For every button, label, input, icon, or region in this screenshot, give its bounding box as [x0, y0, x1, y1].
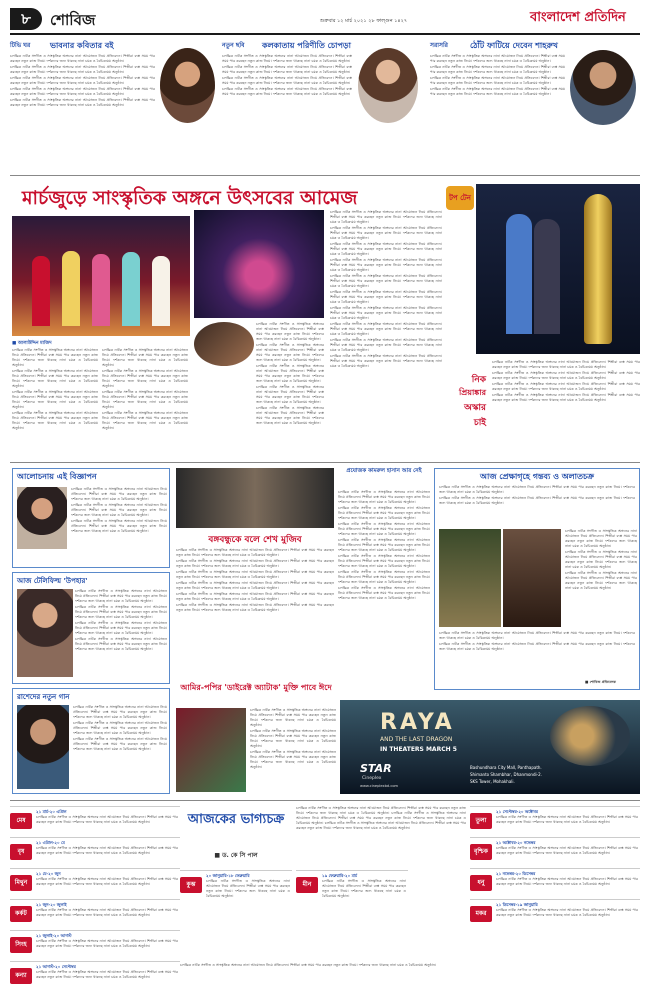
top-story-1	[10, 40, 215, 170]
kamrul-title: প্রযোজক কামরুল হাসান আর নেই	[346, 468, 422, 474]
top-story-body: চলচ্চিত্র নাটক সংগীত ও সাংস্কৃতিক অঙ্গনের নানা আয়োজন নিয়ে প্রতিবেদন। শিল্পীরা ব্যস্ত সময় পার করছেন নতুন কাজ নিয়ে। দর্শকদের জন্য থাকছে নানা চমক ও বৈচিত্র্যময় অনুষ্ঠান। চলচ্চিত্র নাটক সংগীত ও সাংস্কৃতিক অঙ্গনের নানা আয়োজন নিয়ে প্রতিবেদন। শিল্পীরা ব্যস্ত সময় পার করছেন নতুন কাজ নিয়ে। দর্শকদের জন্য থাকছে নানা চমক ও বৈচিত্র্যময় অনুষ্ঠান। চলচ্চিত্র নাটক সংগীত ও সাংস্কৃতিক অঙ্গনের নানা আয়োজন নিয়ে প্রতিবেদন। শিল্পীরা ব্যস্ত সময় পার করছেন নতুন কাজ নিয়ে। দর্শকদের জন্য থাকছে নানা চমক ও বৈচিত্র্যময় অনুষ্ঠান। চলচ্চিত্র নাটক সংগীত ও সাংস্কৃতিক অঙ্গনের নানা আয়োজন নিয়ে প্রতিবেদন। শিল্পীরা ব্যস্ত সময় পার করছেন নতুন কাজ নিয়ে। দর্শকদের জন্য থাকছে নানা চমক ও বৈচিত্র্যময় অনুষ্ঠান।	[430, 54, 565, 96]
horoscope-sign-box	[10, 899, 180, 928]
couple-figure	[506, 214, 532, 334]
horoscope-author: ■ ড. কে সি পাল	[214, 852, 258, 859]
divider	[10, 175, 640, 176]
top-story-photo	[358, 48, 418, 123]
horoscope-sign-range: ২১ মে-২০ জুন	[36, 871, 61, 876]
alo-photo	[17, 487, 67, 549]
top-story-title: কলকাতায় পরিণীতি চোপড়া	[262, 41, 351, 50]
oscar-body: চলচ্চিত্র নাটক সংগীত ও সাংস্কৃতিক অঙ্গনের নানা আয়োজন নিয়ে প্রতিবেদন। শিল্পীরা ব্যস্ত সময় পার করছেন নতুন কাজ নিয়ে। দর্শকদের জন্য থাকছে নানা চমক ও বৈচিত্র্যময় অনুষ্ঠান। চলচ্চিত্র নাটক সংগীত ও সাংস্কৃতিক অঙ্গনের নানা আয়োজন নিয়ে প্রতিবেদন। শিল্পীরা ব্যস্ত সময় পার করছেন নতুন কাজ নিয়ে। দর্শকদের জন্য থাকছে নানা চমক ও বৈচিত্র্যময় অনুষ্ঠান। চলচ্চিত্র নাটক সংগীত ও সাংস্কৃতিক অঙ্গনের নানা আয়োজন নিয়ে প্রতিবেদন। শিল্পীরা ব্যস্ত সময় পার করছেন নতুন কাজ নিয়ে। দর্শকদের জন্য থাকছে নানা চমক ও বৈচিত্র্যময় অনুষ্ঠান। চলচ্চিত্র নাটক সংগীত ও সাংস্কৃতিক অঙ্গনের নানা আয়োজন নিয়ে প্রতিবেদন। শিল্পীরা ব্যস্ত সময় পার করছেন নতুন কাজ নিয়ে। দর্শকদের জন্য থাকছে নানা চমক ও বৈচিত্র্যময় অনুষ্ঠান।	[492, 360, 640, 402]
lead-photo-singer	[194, 322, 254, 366]
issue-date: শুক্রবার ১২ মার্চ ২০২১ ২৮ ফাল্গুন ১৪২৭	[320, 18, 408, 24]
horoscope-title: আজকের ভাগ্যচক্র	[187, 812, 285, 827]
couple-figure	[534, 219, 560, 334]
kamrul-story	[338, 468, 430, 698]
horoscope-sign-name: মকর	[470, 906, 492, 922]
horoscope-sign-range: ২০ জানুয়ারি-১৮ ফেব্রুয়ারি	[206, 873, 250, 878]
masthead-logo: বাংলাদেশ প্রতিদিন	[530, 10, 626, 25]
star-cineplex-site: www.cineplexbd.com	[360, 784, 399, 788]
horoscope-sign-range: ২১ জুন-২০ জুলাই	[36, 902, 67, 907]
oscar-headline-line: চাই	[473, 418, 486, 428]
header-rule	[10, 33, 640, 35]
performer-figure	[32, 256, 50, 326]
top-story-photo	[570, 50, 636, 125]
amir-body: চলচ্চিত্র নাটক সংগীত ও সাংস্কৃতিক অঙ্গনের নানা আয়োজন নিয়ে প্রতিবেদন। শিল্পীরা ব্যস্ত সময় পার করছেন নতুন কাজ নিয়ে। দর্শকদের জন্য থাকছে নানা চমক ও বৈচিত্র্যময় অনুষ্ঠান। চলচ্চিত্র নাটক সংগীত ও সাংস্কৃতিক অঙ্গনের নানা আয়োজন নিয়ে প্রতিবেদন। শিল্পীরা ব্যস্ত সময় পার করছেন নতুন কাজ নিয়ে। দর্শকদের জন্য থাকছে নানা চমক ও বৈচিত্র্যময় অনুষ্ঠান। চলচ্চিত্র নাটক সংগীত ও সাংস্কৃতিক অঙ্গনের নানা আয়োজন নিয়ে প্রতিবেদন। শিল্পীরা ব্যস্ত সময় পার করছেন নতুন কাজ নিয়ে। দর্শকদের জন্য থাকছে নানা চমক ও বৈচিত্র্যময় অনুষ্ঠান।	[250, 708, 336, 769]
amir-title: আমির-পপির 'ডাইরেক্ট অ্যাটাক' মুক্তি পাবে ঈদে	[180, 683, 332, 692]
today-body: চলচ্চিত্র নাটক সংগীত ও সাংস্কৃতিক অঙ্গনের নানা আয়োজন নিয়ে প্রতিবেদন। শিল্পীরা ব্যস্ত সময় পার করছেন নতুন কাজ নিয়ে। দর্শকদের জন্য থাকছে নানা চমক ও বৈচিত্র্যময় অনুষ্ঠান। চলচ্চিত্র নাটক সংগীত ও সাংস্কৃতিক অঙ্গনের নানা আয়োজন নিয়ে প্রতিবেদন। শিল্পীরা ব্যস্ত সময় পার করছেন নতুন কাজ নিয়ে। দর্শকদের জন্য থাকছে নানা চমক ও বৈচিত্র্যময় অনুষ্ঠান।	[439, 485, 635, 505]
top-story-3	[430, 40, 640, 170]
horoscope-sign-name: তুলা	[470, 813, 492, 829]
top-story-title: ভাবনার কবিতার বই	[50, 41, 114, 50]
amir-story	[176, 682, 336, 794]
kamrul-body: চলচ্চিত্র নাটক সংগীত ও সাংস্কৃতিক অঙ্গনের নানা আয়োজন নিয়ে প্রতিবেদন। শিল্পীরা ব্যস্ত সময় পার করছেন নতুন কাজ নিয়ে। দর্শকদের জন্য থাকছে নানা চমক ও বৈচিত্র্যময় অনুষ্ঠান। চলচ্চিত্র নাটক সংগীত ও সাংস্কৃতিক অঙ্গনের নানা আয়োজন নিয়ে প্রতিবেদন। শিল্পীরা ব্যস্ত সময় পার করছেন নতুন কাজ নিয়ে। দর্শকদের জন্য থাকছে নানা চমক ও বৈচিত্র্যময় অনুষ্ঠান। চলচ্চিত্র নাটক সংগীত ও সাংস্কৃতিক অঙ্গনের নানা আয়োজন নিয়ে প্রতিবেদন। শিল্পীরা ব্যস্ত সময় পার করছেন নতুন কাজ নিয়ে। দর্শকদের জন্য থাকছে নানা চমক ও বৈচিত্র্যময় অনুষ্ঠান। চলচ্চিত্র নাটক সংগীত ও সাংস্কৃতিক অঙ্গনের নানা আয়োজন নিয়ে প্রতিবেদন। শিল্পীরা ব্যস্ত সময় পার করছেন নতুন কাজ নিয়ে। দর্শকদের জন্য থাকছে নানা চমক ও বৈচিত্র্যময় অনুষ্ঠান। চলচ্চিত্র নাটক সংগীত ও সাংস্কৃতিক অঙ্গনের নানা আয়োজন নিয়ে প্রতিবেদন। শিল্পীরা ব্যস্ত সময় পার করছেন নতুন কাজ নিয়ে। দর্শকদের জন্য থাকছে নানা চমক ও বৈচিত্র্যময় অনুষ্ঠান। চলচ্চিত্র নাটক সংগীত ও সাংস্কৃতিক অঙ্গনের নানা আয়োজন নিয়ে প্রতিবেদন। শিল্পীরা ব্যস্ত সময় পার করছেন নতুন কাজ নিয়ে। দর্শকদের জন্য থাকছে নানা চমক ও বৈচিত্র্যময় অনুষ্ঠান। চলচ্চিত্র নাটক সংগীত ও সাংস্কৃতিক অঙ্গনের নানা আয়োজন নিয়ে প্রতিবেদন। শিল্পীরা ব্যস্ত সময় পার করছেন নতুন কাজ নিয়ে। দর্শকদের জন্য থাকছে নানা চমক ও বৈচিত্র্যময় অনুষ্ঠান।	[338, 490, 430, 600]
lead-body-col2: চলচ্চিত্র নাটক সংগীত ও সাংস্কৃতিক অঙ্গনের নানা আয়োজন নিয়ে প্রতিবেদন। শিল্পীরা ব্যস্ত সময় পার করছেন নতুন কাজ নিয়ে। দর্শকদের জন্য থাকছে নানা চমক ও বৈচিত্র্যময় অনুষ্ঠান। চলচ্চিত্র নাটক সংগীত ও সাংস্কৃতিক অঙ্গনের নানা আয়োজন নিয়ে প্রতিবেদন। শিল্পীরা ব্যস্ত সময় পার করছেন নতুন কাজ নিয়ে। দর্শকদের জন্য থাকছে নানা চমক ও বৈচিত্র্যময় অনুষ্ঠান। চলচ্চিত্র নাটক সংগীত ও সাংস্কৃতিক অঙ্গনের নানা আয়োজন নিয়ে প্রতিবেদন। শিল্পীরা ব্যস্ত সময় পার করছেন নতুন কাজ নিয়ে। দর্শকদের জন্য থাকছে নানা চমক ও বৈচিত্র্যময় অনুষ্ঠান। চলচ্চিত্র নাটক সংগীত ও সাংস্কৃতিক অঙ্গনের নানা আয়োজন নিয়ে প্রতিবেদন। শিল্পীরা ব্যস্ত সময় পার করছেন নতুন কাজ নিয়ে। দর্শকদের জন্য থাকছে নানা চমক ও বৈচিত্র্যময় অনুষ্ঠান।	[102, 348, 188, 430]
today-credit: ■ শোবিজ প্রতিবেদক	[585, 680, 617, 684]
horoscope-sign-name: ধনু	[470, 875, 492, 891]
lead-byline: ■ আলাউদ্দিন মাজিদ	[12, 341, 52, 346]
horoscope-sign-box	[470, 868, 640, 897]
horoscope-sign-text: চলচ্চিত্র নাটক সংগীত ও সাংস্কৃতিক অঙ্গনের নানা আয়োজন নিয়ে প্রতিবেদন। শিল্পীরা ব্যস্ত সময় পার করছেন নতুন কাজ নিয়ে। দর্শকদের জন্য থাকছে নানা চমক ও বৈচিত্র্যময় অনুষ্ঠান।	[36, 815, 178, 824]
today-body-bottom: চলচ্চিত্র নাটক সংগীত ও সাংস্কৃতিক অঙ্গনের নানা আয়োজন নিয়ে প্রতিবেদন। শিল্পীরা ব্যস্ত সময় পার করছেন নতুন কাজ নিয়ে। দর্শকদের জন্য থাকছে নানা চমক ও বৈচিত্র্যময় অনুষ্ঠান। চলচ্চিত্র নাটক সংগীত ও সাংস্কৃতিক অঙ্গনের নানা আয়োজন নিয়ে প্রতিবেদন। শিল্পীরা ব্যস্ত সময় পার করছেন নতুন কাজ নিয়ে। দর্শকদের জন্য থাকছে নানা চমক ও বৈচিত্র্যময় অনুষ্ঠান।	[439, 631, 635, 651]
raya-title: RAYA	[380, 710, 455, 735]
horoscope-sign-box	[10, 961, 180, 984]
horoscope-sign-name: মেষ	[10, 813, 32, 829]
top-story-2	[222, 40, 422, 170]
mujib-title: বঙ্গবন্ধুকে বলে শেখ মুজিব	[208, 535, 302, 545]
dragon-figure	[550, 706, 630, 766]
horoscope-sign-text: চলচ্চিত্র নাটক সংগীত ও সাংস্কৃতিক অঙ্গনের নানা আয়োজন নিয়ে প্রতিবেদন। শিল্পীরা ব্যস্ত সময় পার করছেন নতুন কাজ নিয়ে। দর্শকদের জন্য থাকছে নানা চমক ও বৈচিত্র্যময় অনুষ্ঠান।	[36, 877, 178, 886]
lead-photo-stage	[12, 216, 190, 336]
rashed-title: রাশেদের নতুন গান	[17, 693, 70, 701]
horoscope-extra: চলচ্চিত্র নাটক সংগীত ও সাংস্কৃতিক অঙ্গনের নানা আয়োজন নিয়ে প্রতিবেদন। শিল্পীরা ব্যস্ত সময় পার করছেন নতুন কাজ নিয়ে। দর্শকদের জন্য থাকছে নানা চমক ও বৈচিত্র্যময় অনুষ্ঠান।	[180, 963, 437, 967]
mujib-photo	[176, 468, 334, 528]
rashed-story	[12, 688, 170, 794]
horoscope-sign-text: চলচ্চিত্র নাটক সংগীত ও সাংস্কৃতিক অঙ্গনের নানা আয়োজন নিয়ে প্রতিবেদন। শিল্পীরা ব্যস্ত সময় পার করছেন নতুন কাজ নিয়ে। দর্শকদের জন্য থাকছে নানা চমক ও বৈচিত্র্যময় অনুষ্ঠান।	[496, 815, 638, 824]
horoscope-sign-range: ২১ সেপ্টেম্বর-২০ অক্টোবর	[496, 809, 538, 814]
horoscope-sign-range: ২১ আগস্ট-২০ সেপ্টেম্বর	[36, 964, 76, 969]
top-story-body: চলচ্চিত্র নাটক সংগীত ও সাংস্কৃতিক অঙ্গনের নানা আয়োজন নিয়ে প্রতিবেদন। শিল্পীরা ব্যস্ত সময় পার করছেন নতুন কাজ নিয়ে। দর্শকদের জন্য থাকছে নানা চমক ও বৈচিত্র্যময় অনুষ্ঠান। চলচ্চিত্র নাটক সংগীত ও সাংস্কৃতিক অঙ্গনের নানা আয়োজন নিয়ে প্রতিবেদন। শিল্পীরা ব্যস্ত সময় পার করছেন নতুন কাজ নিয়ে। দর্শকদের জন্য থাকছে নানা চমক ও বৈচিত্র্যময় অনুষ্ঠান। চলচ্চিত্র নাটক সংগীত ও সাংস্কৃতিক অঙ্গনের নানা আয়োজন নিয়ে প্রতিবেদন। শিল্পীরা ব্যস্ত সময় পার করছেন নতুন কাজ নিয়ে। দর্শকদের জন্য থাকছে নানা চমক ও বৈচিত্র্যময় অনুষ্ঠান। চলচ্চিত্র নাটক সংগীত ও সাংস্কৃতিক অঙ্গনের নানা আয়োজন নিয়ে প্রতিবেদন। শিল্পীরা ব্যস্ত সময় পার করছেন নতুন কাজ নিয়ে। দর্শকদের জন্য থাকছে নানা চমক ও বৈচিত্র্যময় অনুষ্ঠান।	[222, 54, 352, 96]
horoscope-sign-text: চলচ্চিত্র নাটক সংগীত ও সাংস্কৃতিক অঙ্গনের নানা আয়োজন নিয়ে প্রতিবেদন। শিল্পীরা ব্যস্ত সময় পার করছেন নতুন কাজ নিয়ে। দর্শকদের জন্য থাকছে নানা চমক ও বৈচিত্র্যময় অনুষ্ঠান।	[36, 970, 178, 979]
horoscope-sign-range: ২১ অক্টোবর-২০ নভেম্বর	[496, 840, 536, 845]
ad-location: Shimanto Shambhar, Dhanmondi-2.	[470, 772, 542, 777]
oscar-photo	[476, 184, 640, 354]
tele-photo	[17, 589, 73, 677]
today-body-right: চলচ্চিত্র নাটক সংগীত ও সাংস্কৃতিক অঙ্গনের নানা আয়োজন নিয়ে প্রতিবেদন। শিল্পীরা ব্যস্ত সময় পার করছেন নতুন কাজ নিয়ে। দর্শকদের জন্য থাকছে নানা চমক ও বৈচিত্র্যময় অনুষ্ঠান। চলচ্চিত্র নাটক সংগীত ও সাংস্কৃতিক অঙ্গনের নানা আয়োজন নিয়ে প্রতিবেদন। শিল্পীরা ব্যস্ত সময় পার করছেন নতুন কাজ নিয়ে। দর্শকদের জন্য থাকছে নানা চমক ও বৈচিত্র্যময় অনুষ্ঠান। চলচ্চিত্র নাটক সংগীত ও সাংস্কৃতিক অঙ্গনের নানা আয়োজন নিয়ে প্রতিবেদন। শিল্পীরা ব্যস্ত সময় পার করছেন নতুন কাজ নিয়ে। দর্শকদের জন্য থাকছে নানা চমক ও বৈচিত্র্যময় অনুষ্ঠান।	[565, 529, 637, 590]
mujib-story	[176, 468, 334, 678]
horoscope-sign-name: কন্যা	[10, 968, 32, 984]
horoscope-sign-range: ২১ মার্চ-২০ এপ্রিল	[36, 809, 67, 814]
today-title: আজ প্রেক্ষাগৃহে গন্তব্য ও অলাতচক্র	[480, 472, 594, 481]
rashed-body: চলচ্চিত্র নাটক সংগীত ও সাংস্কৃতিক অঙ্গনের নানা আয়োজন নিয়ে প্রতিবেদন। শিল্পীরা ব্যস্ত সময় পার করছেন নতুন কাজ নিয়ে। দর্শকদের জন্য থাকছে নানা চমক ও বৈচিত্র্যময় অনুষ্ঠান। চলচ্চিত্র নাটক সংগীত ও সাংস্কৃতিক অঙ্গনের নানা আয়োজন নিয়ে প্রতিবেদন। শিল্পীরা ব্যস্ত সময় পার করছেন নতুন কাজ নিয়ে। দর্শকদের জন্য থাকছে নানা চমক ও বৈচিত্র্যময় অনুষ্ঠান। চলচ্চিত্র নাটক সংগীত ও সাংস্কৃতিক অঙ্গনের নানা আয়োজন নিয়ে প্রতিবেদন। শিল্পীরা ব্যস্ত সময় পার করছেন নতুন কাজ নিয়ে। দর্শকদের জন্য থাকছে নানা চমক ও বৈচিত্র্যময় অনুষ্ঠান।	[73, 705, 167, 751]
star-cineplex-sub: Cineplex	[362, 776, 382, 781]
top-story-tag: সরাসরি	[430, 42, 448, 49]
lead-body-col1: চলচ্চিত্র নাটক সংগীত ও সাংস্কৃতিক অঙ্গনের নানা আয়োজন নিয়ে প্রতিবেদন। শিল্পীরা ব্যস্ত সময় পার করছেন নতুন কাজ নিয়ে। দর্শকদের জন্য থাকছে নানা চমক ও বৈচিত্র্যময় অনুষ্ঠান। চলচ্চিত্র নাটক সংগীত ও সাংস্কৃতিক অঙ্গনের নানা আয়োজন নিয়ে প্রতিবেদন। শিল্পীরা ব্যস্ত সময় পার করছেন নতুন কাজ নিয়ে। দর্শকদের জন্য থাকছে নানা চমক ও বৈচিত্র্যময় অনুষ্ঠান। চলচ্চিত্র নাটক সংগীত ও সাংস্কৃতিক অঙ্গনের নানা আয়োজন নিয়ে প্রতিবেদন। শিল্পীরা ব্যস্ত সময় পার করছেন নতুন কাজ নিয়ে। দর্শকদের জন্য থাকছে নানা চমক ও বৈচিত্র্যময় অনুষ্ঠান। চলচ্চিত্র নাটক সংগীত ও সাংস্কৃতিক অঙ্গনের নানা আয়োজন নিয়ে প্রতিবেদন। শিল্পীরা ব্যস্ত সময় পার করছেন নতুন কাজ নিয়ে। দর্শকদের জন্য থাকছে নানা চমক ও বৈচিত্র্যময় অনুষ্ঠান।	[12, 348, 98, 430]
horoscope-sign-range: ১৯ ফেব্রুয়ারি-২০ মার্চ	[322, 873, 358, 878]
horoscope-sign-box	[180, 870, 292, 899]
lead-body-col4: চলচ্চিত্র নাটক সংগীত ও সাংস্কৃতিক অঙ্গনের নানা আয়োজন নিয়ে প্রতিবেদন। শিল্পীরা ব্যস্ত সময় পার করছেন নতুন কাজ নিয়ে। দর্শকদের জন্য থাকছে নানা চমক ও বৈচিত্র্যময় অনুষ্ঠান। চলচ্চিত্র নাটক সংগীত ও সাংস্কৃতিক অঙ্গনের নানা আয়োজন নিয়ে প্রতিবেদন। শিল্পীরা ব্যস্ত সময় পার করছেন নতুন কাজ নিয়ে। দর্শকদের জন্য থাকছে নানা চমক ও বৈচিত্র্যময় অনুষ্ঠান। চলচ্চিত্র নাটক সংগীত ও সাংস্কৃতিক অঙ্গনের নানা আয়োজন নিয়ে প্রতিবেদন। শিল্পীরা ব্যস্ত সময় পার করছেন নতুন কাজ নিয়ে। দর্শকদের জন্য থাকছে নানা চমক ও বৈচিত্র্যময় অনুষ্ঠান। চলচ্চিত্র নাটক সংগীত ও সাংস্কৃতিক অঙ্গনের নানা আয়োজন নিয়ে প্রতিবেদন। শিল্পীরা ব্যস্ত সময় পার করছেন নতুন কাজ নিয়ে। দর্শকদের জন্য থাকছে নানা চমক ও বৈচিত্র্যময় অনুষ্ঠান। চলচ্চিত্র নাটক সংগীত ও সাংস্কৃতিক অঙ্গনের নানা আয়োজন নিয়ে প্রতিবেদন। শিল্পীরা ব্যস্ত সময় পার করছেন নতুন কাজ নিয়ে। দর্শকদের জন্য থাকছে নানা চমক ও বৈচিত্র্যময় অনুষ্ঠান। চলচ্চিত্র নাটক সংগীত ও সাংস্কৃতিক অঙ্গনের নানা আয়োজন নিয়ে প্রতিবেদন। শিল্পীরা ব্যস্ত সময় পার করছেন নতুন কাজ নিয়ে। দর্শকদের জন্য থাকছে নানা চমক ও বৈচিত্র্যময় অনুষ্ঠান। চলচ্চিত্র নাটক সংগীত ও সাংস্কৃতিক অঙ্গনের নানা আয়োজন নিয়ে প্রতিবেদন। শিল্পীরা ব্যস্ত সময় পার করছেন নতুন কাজ নিয়ে। দর্শকদের জন্য থাকছে নানা চমক ও বৈচিত্র্যময় অনুষ্ঠান। চলচ্চিত্র নাটক সংগীত ও সাংস্কৃতিক অঙ্গনের নানা আয়োজন নিয়ে প্রতিবেদন। শিল্পীরা ব্যস্ত সময় পার করছেন নতুন কাজ নিয়ে। দর্শকদের জন্য থাকছে নানা চমক ও বৈচিত্র্যময় অনুষ্ঠান। চলচ্চিত্র নাটক সংগীত ও সাংস্কৃতিক অঙ্গনের নানা আয়োজন নিয়ে প্রতিবেদন। শিল্পীরা ব্যস্ত সময় পার করছেন নতুন কাজ নিয়ে। দর্শকদের জন্য থাকছে নানা চমক ও বৈচিত্র্যময় অনুষ্ঠান। চলচ্চিত্র নাটক সংগীত ও সাংস্কৃতিক অঙ্গনের নানা আয়োজন নিয়ে প্রতিবেদন। শিল্পীরা ব্যস্ত সময় পার করছেন নতুন কাজ নিয়ে। দর্শকদের জন্য থাকছে নানা চমক ও বৈচিত্র্যময় অনুষ্ঠান।	[330, 210, 442, 368]
horoscope-sign-name: মিথুন	[10, 875, 32, 891]
performer-figure	[62, 251, 80, 326]
horoscope-title-box	[180, 806, 292, 866]
horoscope-sign-range: ২১ জুলাই-২০ আগস্ট	[36, 933, 72, 938]
raya-tagline: IN THEATERS MARCH 5	[380, 746, 457, 753]
oscar-statue-icon	[584, 194, 612, 344]
today-theaters-box	[434, 468, 640, 690]
horoscope-sign-name: বৃশ্চিক	[470, 844, 492, 860]
tele-title: আজ টেলিফিল্ম 'উপহার'	[17, 577, 88, 585]
tele-story	[12, 572, 170, 684]
horoscope-sign-text: চলচ্চিত্র নাটক সংগীত ও সাংস্কৃতিক অঙ্গনের নানা আয়োজন নিয়ে প্রতিবেদন। শিল্পীরা ব্যস্ত সময় পার করছেন নতুন কাজ নিয়ে। দর্শকদের জন্য থাকছে নানা চমক ও বৈচিত্র্যময় অনুষ্ঠান।	[496, 877, 638, 886]
top-story-body: চলচ্চিত্র নাটক সংগীত ও সাংস্কৃতিক অঙ্গনের নানা আয়োজন নিয়ে প্রতিবেদন। শিল্পীরা ব্যস্ত সময় পার করছেন নতুন কাজ নিয়ে। দর্শকদের জন্য থাকছে নানা চমক ও বৈচিত্র্যময় অনুষ্ঠান। চলচ্চিত্র নাটক সংগীত ও সাংস্কৃতিক অঙ্গনের নানা আয়োজন নিয়ে প্রতিবেদন। শিল্পীরা ব্যস্ত সময় পার করছেন নতুন কাজ নিয়ে। দর্শকদের জন্য থাকছে নানা চমক ও বৈচিত্র্যময় অনুষ্ঠান। চলচ্চিত্র নাটক সংগীত ও সাংস্কৃতিক অঙ্গনের নানা আয়োজন নিয়ে প্রতিবেদন। শিল্পীরা ব্যস্ত সময় পার করছেন নতুন কাজ নিয়ে। দর্শকদের জন্য থাকছে নানা চমক ও বৈচিত্র্যময় অনুষ্ঠান। চলচ্চিত্র নাটক সংগীত ও সাংস্কৃতিক অঙ্গনের নানা আয়োজন নিয়ে প্রতিবেদন। শিল্পীরা ব্যস্ত সময় পার করছেন নতুন কাজ নিয়ে। দর্শকদের জন্য থাকছে নানা চমক ও বৈচিত্র্যময় অনুষ্ঠান। চলচ্চিত্র নাটক সংগীত ও সাংস্কৃতিক অঙ্গনের নানা আয়োজন নিয়ে প্রতিবেদন। শিল্পীরা ব্যস্ত সময় পার করছেন নতুন কাজ নিয়ে। দর্শকদের জন্য থাকছে নানা চমক ও বৈচিত্র্যময় অনুষ্ঠান।	[10, 54, 155, 107]
top-story-photo	[160, 48, 215, 123]
lead-headline: মার্চজুড়ে সাংস্কৃতিক অঙ্গনে উৎসবের আমেজ	[22, 187, 358, 209]
top-story-tag: নতুন ছবি	[222, 42, 245, 49]
horoscope-sign-name: কর্কট	[10, 906, 32, 922]
top-story-title: ঠোঁট ফাটিয়ে দেবেন শাহরুখ	[470, 41, 558, 50]
raya-ad	[340, 700, 640, 794]
oscar-headline-line: অস্কার	[464, 403, 486, 413]
oscar-headline-line: নিক	[471, 375, 486, 385]
horoscope-sign-range: ২১ ডিসেম্বর-১৯ জানুয়ারি	[496, 902, 538, 907]
horoscope-sign-range: ২১ নভেম্বর-২০ ডিসেম্বর	[496, 871, 536, 876]
star-cineplex-logo: STAR	[360, 762, 392, 775]
performer-figure	[92, 254, 110, 326]
horoscope-sign-range: ২১ এপ্রিল-২০ মে	[36, 840, 65, 845]
horoscope-sign-name: সিংহ	[10, 937, 32, 953]
rashed-photo	[17, 705, 69, 789]
alo-title: আলোচনায় এই বিজ্ঞাপন	[17, 472, 97, 481]
lead-body-col3: চলচ্চিত্র নাটক সংগীত ও সাংস্কৃতিক অঙ্গনের নানা আয়োজন নিয়ে প্রতিবেদন। শিল্পীরা ব্যস্ত সময় পার করছেন নতুন কাজ নিয়ে। দর্শকদের জন্য থাকছে নানা চমক ও বৈচিত্র্যময় অনুষ্ঠান। চলচ্চিত্র নাটক সংগীত ও সাংস্কৃতিক অঙ্গনের নানা আয়োজন নিয়ে প্রতিবেদন। শিল্পীরা ব্যস্ত সময় পার করছেন নতুন কাজ নিয়ে। দর্শকদের জন্য থাকছে নানা চমক ও বৈচিত্র্যময় অনুষ্ঠান। চলচ্চিত্র নাটক সংগীত ও সাংস্কৃতিক অঙ্গনের নানা আয়োজন নিয়ে প্রতিবেদন। শিল্পীরা ব্যস্ত সময় পার করছেন নতুন কাজ নিয়ে। দর্শকদের জন্য থাকছে নানা চমক ও বৈচিত্র্যময় অনুষ্ঠান। চলচ্চিত্র নাটক সংগীত ও সাংস্কৃতিক অঙ্গনের নানা আয়োজন নিয়ে প্রতিবেদন। শিল্পীরা ব্যস্ত সময় পার করছেন নতুন কাজ নিয়ে। দর্শকদের জন্য থাকছে নানা চমক ও বৈচিত্র্যময় অনুষ্ঠান। চলচ্চিত্র নাটক সংগীত ও সাংস্কৃতিক অঙ্গনের নানা আয়োজন নিয়ে প্রতিবেদন। শিল্পীরা ব্যস্ত সময় পার করছেন নতুন কাজ নিয়ে। দর্শকদের জন্য থাকছে নানা চমক ও বৈচিত্র্যময় অনুষ্ঠান।	[256, 322, 324, 425]
raya-subtitle: AND THE LAST DRAGON	[380, 736, 453, 743]
tele-body: চলচ্চিত্র নাটক সংগীত ও সাংস্কৃতিক অঙ্গনের নানা আয়োজন নিয়ে প্রতিবেদন। শিল্পীরা ব্যস্ত সময় পার করছেন নতুন কাজ নিয়ে। দর্শকদের জন্য থাকছে নানা চমক ও বৈচিত্র্যময় অনুষ্ঠান। চলচ্চিত্র নাটক সংগীত ও সাংস্কৃতিক অঙ্গনের নানা আয়োজন নিয়ে প্রতিবেদন। শিল্পীরা ব্যস্ত সময় পার করছেন নতুন কাজ নিয়ে। দর্শকদের জন্য থাকছে নানা চমক ও বৈচিত্র্যময় অনুষ্ঠান। চলচ্চিত্র নাটক সংগীত ও সাংস্কৃতিক অঙ্গনের নানা আয়োজন নিয়ে প্রতিবেদন। শিল্পীরা ব্যস্ত সময় পার করছেন নতুন কাজ নিয়ে। দর্শকদের জন্য থাকছে নানা চমক ও বৈচিত্র্যময় অনুষ্ঠান। চলচ্চিত্র নাটক সংগীত ও সাংস্কৃতিক অঙ্গনের নানা আয়োজন নিয়ে প্রতিবেদন। শিল্পীরা ব্যস্ত সময় পার করছেন নতুন কাজ নিয়ে। দর্শকদের জন্য থাকছে নানা চমক ও বৈচিত্র্যময় অনুষ্ঠান।	[75, 589, 167, 651]
top-story-tag: টিভি ঘর	[10, 42, 31, 49]
horoscope-sign-text: চলচ্চিত্র নাটক সংগীত ও সাংস্কৃতিক অঙ্গনের নানা আয়োজন নিয়ে প্রতিবেদন। শিল্পীরা ব্যস্ত সময় পার করছেন নতুন কাজ নিয়ে। দর্শকদের জন্য থাকছে নানা চমক ও বৈচিত্র্যময় অনুষ্ঠান।	[36, 939, 178, 948]
oscar-headline-line: প্রিয়াঙ্কার	[458, 388, 486, 397]
page-header	[10, 8, 640, 32]
horoscope-sign-name: বৃষ	[10, 844, 32, 860]
performer-figure	[122, 252, 140, 326]
horoscope-intro: চলচ্চিত্র নাটক সংগীত ও সাংস্কৃতিক অঙ্গনের নানা আয়োজন নিয়ে প্রতিবেদন। শিল্পীরা ব্যস্ত সময় পার করছেন নতুন কাজ নিয়ে। দর্শকদের জন্য থাকছে নানা চমক ও বৈচিত্র্যময় অনুষ্ঠান। চলচ্চিত্র নাটক সংগীত ও সাংস্কৃতিক অঙ্গনের নানা আয়োজন নিয়ে প্রতিবেদন। শিল্পীরা ব্যস্ত সময় পার করছেন নতুন কাজ নিয়ে। দর্শকদের জন্য থাকছে নানা চমক ও বৈচিত্র্যময় অনুষ্ঠান। চলচ্চিত্র নাটক সংগীত ও সাংস্কৃতিক অঙ্গনের নানা আয়োজন নিয়ে প্রতিবেদন। শিল্পীরা ব্যস্ত সময় পার করছেন নতুন কাজ নিয়ে। দর্শকদের জন্য থাকছে নানা চমক ও বৈচিত্র্যময় অনুষ্ঠান।	[296, 806, 466, 830]
horoscope-sign-text: চলচ্চিত্র নাটক সংগীত ও সাংস্কৃতিক অঙ্গনের নানা আয়োজন নিয়ে প্রতিবেদন। শিল্পীরা ব্যস্ত সময় পার করছেন নতুন কাজ নিয়ে। দর্শকদের জন্য থাকছে নানা চমক ও বৈচিত্র্যময় অনুষ্ঠান।	[322, 879, 406, 898]
horoscope-sign-name: কুম্ভ	[180, 877, 202, 893]
ad-locations	[470, 764, 610, 785]
horoscope-sign-text: চলচ্চিত্র নাটক সংগীত ও সাংস্কৃতিক অঙ্গনের নানা আয়োজন নিয়ে প্রতিবেদন। শিল্পীরা ব্যস্ত সময় পার করছেন নতুন কাজ নিয়ে। দর্শকদের জন্য থাকছে নানা চমক ও বৈচিত্র্যময় অনুষ্ঠান।	[36, 908, 178, 917]
mujib-body: চলচ্চিত্র নাটক সংগীত ও সাংস্কৃতিক অঙ্গনের নানা আয়োজন নিয়ে প্রতিবেদন। শিল্পীরা ব্যস্ত সময় পার করছেন নতুন কাজ নিয়ে। দর্শকদের জন্য থাকছে নানা চমক ও বৈচিত্র্যময় অনুষ্ঠান। চলচ্চিত্র নাটক সংগীত ও সাংস্কৃতিক অঙ্গনের নানা আয়োজন নিয়ে প্রতিবেদন। শিল্পীরা ব্যস্ত সময় পার করছেন নতুন কাজ নিয়ে। দর্শকদের জন্য থাকছে নানা চমক ও বৈচিত্র্যময় অনুষ্ঠান। চলচ্চিত্র নাটক সংগীত ও সাংস্কৃতিক অঙ্গনের নানা আয়োজন নিয়ে প্রতিবেদন। শিল্পীরা ব্যস্ত সময় পার করছেন নতুন কাজ নিয়ে। দর্শকদের জন্য থাকছে নানা চমক ও বৈচিত্র্যময় অনুষ্ঠান। চলচ্চিত্র নাটক সংগীত ও সাংস্কৃতিক অঙ্গনের নানা আয়োজন নিয়ে প্রতিবেদন। শিল্পীরা ব্যস্ত সময় পার করছেন নতুন কাজ নিয়ে। দর্শকদের জন্য থাকছে নানা চমক ও বৈচিত্র্যময় অনুষ্ঠান। চলচ্চিত্র নাটক সংগীত ও সাংস্কৃতিক অঙ্গনের নানা আয়োজন নিয়ে প্রতিবেদন। শিল্পীরা ব্যস্ত সময় পার করছেন নতুন কাজ নিয়ে। দর্শকদের জন্য থাকছে নানা চমক ও বৈচিত্র্যময় অনুষ্ঠান। চলচ্চিত্র নাটক সংগীত ও সাংস্কৃতিক অঙ্গনের নানা আয়োজন নিয়ে প্রতিবেদন। শিল্পীরা ব্যস্ত সময় পার করছেন নতুন কাজ নিয়ে। দর্শকদের জন্য থাকছে নানা চমক ও বৈচিত্র্যময় অনুষ্ঠান।	[176, 548, 334, 612]
ad-location: SKS Tower, Mohakhali.	[470, 779, 515, 784]
top-ten-badge: টপ টেন	[446, 186, 474, 210]
section-title: শোবিজ	[50, 11, 96, 29]
horoscope-sign-box	[470, 837, 640, 866]
ad-location: Bashundhara City Mall, Panthapath.	[470, 765, 542, 770]
performer-figure	[152, 256, 170, 326]
divider	[10, 462, 640, 463]
horoscope-sign-text: চলচ্চিত্র নাটক সংগীত ও সাংস্কৃতিক অঙ্গনের নানা আয়োজন নিয়ে প্রতিবেদন। শিল্পীরা ব্যস্ত সময় পার করছেন নতুন কাজ নিয়ে। দর্শকদের জন্য থাকছে নানা চমক ও বৈচিত্র্যময় অনুষ্ঠান।	[496, 846, 638, 855]
movie-poster	[503, 529, 561, 627]
horoscope-sign-box	[10, 930, 180, 959]
horoscope-sign-name: মীন	[296, 877, 318, 893]
horoscope-sign-box	[10, 868, 180, 897]
horoscope-sign-box	[470, 806, 640, 835]
amir-photo	[176, 708, 246, 792]
oscar-headline	[446, 372, 486, 430]
alo-story	[12, 468, 170, 568]
horoscope-sign-box	[10, 806, 180, 835]
divider	[10, 800, 640, 801]
horoscope-sign-box	[470, 899, 640, 928]
horoscope-sign-text: চলচ্চিত্র নাটক সংগীত ও সাংস্কৃতিক অঙ্গনের নানা আয়োজন নিয়ে প্রতিবেদন। শিল্পীরা ব্যস্ত সময় পার করছেন নতুন কাজ নিয়ে। দর্শকদের জন্য থাকছে নানা চমক ও বৈচিত্র্যময় অনুষ্ঠান।	[36, 846, 178, 855]
alo-body: চলচ্চিত্র নাটক সংগীত ও সাংস্কৃতিক অঙ্গনের নানা আয়োজন নিয়ে প্রতিবেদন। শিল্পীরা ব্যস্ত সময় পার করছেন নতুন কাজ নিয়ে। দর্শকদের জন্য থাকছে নানা চমক ও বৈচিত্র্যময় অনুষ্ঠান। চলচ্চিত্র নাটক সংগীত ও সাংস্কৃতিক অঙ্গনের নানা আয়োজন নিয়ে প্রতিবেদন। শিল্পীরা ব্যস্ত সময় পার করছেন নতুন কাজ নিয়ে। দর্শকদের জন্য থাকছে নানা চমক ও বৈচিত্র্যময় অনুষ্ঠান। চলচ্চিত্র নাটক সংগীত ও সাংস্কৃতিক অঙ্গনের নানা আয়োজন নিয়ে প্রতিবেদন। শিল্পীরা ব্যস্ত সময় পার করছেন নতুন কাজ নিয়ে। দর্শকদের জন্য থাকছে নানা চমক ও বৈচিত্র্যময় অনুষ্ঠান।	[71, 487, 167, 533]
horoscope-sign-box	[10, 837, 180, 866]
horoscope-sign-text: চলচ্চিত্র নাটক সংগীত ও সাংস্কৃতিক অঙ্গনের নানা আয়োজন নিয়ে প্রতিবেদন। শিল্পীরা ব্যস্ত সময় পার করছেন নতুন কাজ নিয়ে। দর্শকদের জন্য থাকছে নানা চমক ও বৈচিত্র্যময় অনুষ্ঠান।	[206, 879, 290, 898]
horoscope-sign-text: চলচ্চিত্র নাটক সংগীত ও সাংস্কৃতিক অঙ্গনের নানা আয়োজন নিয়ে প্রতিবেদন। শিল্পীরা ব্যস্ত সময় পার করছেন নতুন কাজ নিয়ে। দর্শকদের জন্য থাকছে নানা চমক ও বৈচিত্র্যময় অনুষ্ঠান।	[496, 908, 638, 917]
lead-photo-concert	[194, 210, 324, 318]
horoscope-sign-box	[296, 870, 408, 899]
page-number-badge: ৮	[10, 8, 42, 30]
movie-poster	[439, 529, 501, 627]
